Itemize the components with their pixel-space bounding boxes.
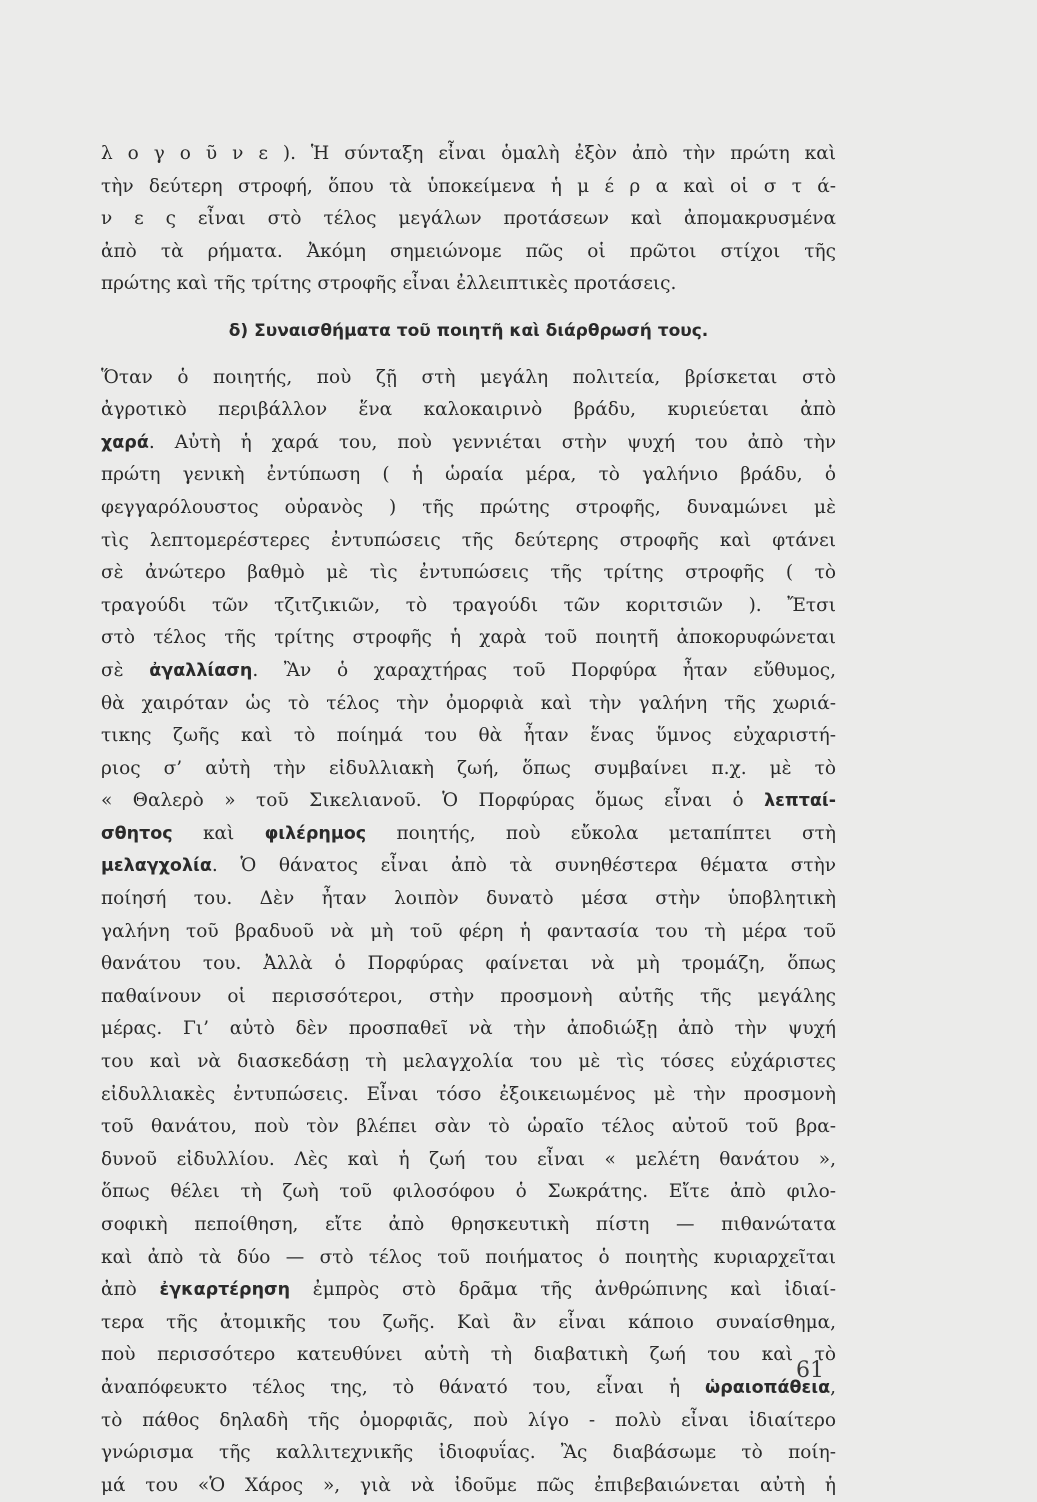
line-text: γαλήνη τοῦ βραδυοῦ νὰ μὴ τοῦ φέρη ἡ φαντασία του τὴ μέρα τοῦ (101, 920, 836, 942)
text-line (101, 1013, 836, 1046)
text-line (101, 1209, 836, 1242)
text-line (101, 948, 836, 981)
line-text: παθαίνουν οἱ περισσότεροι, στὴν προσμονὴ αὐτῆς τῆς μεγάλης (101, 985, 836, 1007)
line-text: ἀναπόφευκτο τέλος της, τὸ θάνατό του, εἶναι ἡ (101, 1376, 706, 1398)
line-text: θανάτου του. Ἀλλὰ ὁ Πορφύρας φαίνεται νὰ μὴ τρομάζη, ὅπως (101, 953, 836, 975)
text-line (101, 459, 836, 492)
text-line (101, 203, 836, 236)
text-line (101, 850, 836, 883)
emphasized-word: μελαγχολία (101, 856, 212, 877)
line-text: . Αὐτὴ ἡ χαρά του, ποὺ γεννιέται στὴν ψυχή του ἀπὸ τὴν (148, 431, 836, 453)
line-text: ριος σ’ αὐτὴ τὴν εἰδυλλιακὴ ζωή, ὅπως συμβαίνει π.χ. μὲ τὸ (101, 757, 836, 779)
line-text: σὲ (101, 659, 150, 681)
page-number: 61 (796, 1358, 824, 1383)
line-text: τὶς λεπτομερέστερες ἐντυπώσεις τῆς δεύτερης στροφῆς καὶ φτάνει (101, 529, 836, 551)
text-line (101, 1046, 836, 1079)
text-line (101, 688, 836, 721)
text-line (101, 981, 836, 1014)
text-line (101, 1307, 836, 1340)
line-text: « Θαλερὸ » τοῦ Σικελιανοῦ. Ὁ Πορφύρας ὅμως εἶναι ὁ (101, 790, 765, 812)
line-text: στὸ τέλος τῆς τρίτης στροφῆς ἡ χαρὰ τοῦ ποιητῆ ἀποκορυφώνεται (101, 627, 836, 649)
section-heading: δ) Συναισθήματα τοῦ ποιητῆ καὶ διάρθρωσή τους. (228, 320, 709, 341)
text-line (101, 655, 836, 688)
text-line (101, 1470, 836, 1502)
line-text: φεγγαρόλουστος οὐρανὸς ) τῆς πρώτης στροφῆς, δυναμώνει μὲ (101, 496, 836, 518)
emphasized-word: σθητος (101, 823, 173, 844)
emphasized-word: ἀγαλλίαση (149, 660, 253, 681)
line-text: του καὶ νὰ διασκεδάσῃ τὴ μελαγχολία του μὲ τὶς τόσες εὐχάριστες (101, 1051, 836, 1073)
text-line (101, 818, 836, 851)
line-text: λ ο γ ο ῦ ν ε ). Ἡ σύνταξη εἶναι ὁμαλὴ ἐξὸν ἀπὸ τὴν πρώτη καὶ (101, 143, 836, 164)
line-text: ἀπὸ τὰ ρήματα. Ἀκόμη σημειώνομε πῶς οἱ πρῶτοι στίχοι τῆς (101, 240, 836, 262)
line-text: μά του «Ὁ Χάρος », γιὰ νὰ ἰδοῦμε πῶς ἐπιβεβαιώνεται αὐτὴ ἡ (101, 1474, 836, 1496)
line-text: Ὅταν ὁ ποιητής, ποὺ ζῇ στὴ μεγάλη πολιτεία, βρίσκεται στὸ (101, 366, 836, 388)
emphasized-word: χαρά (101, 432, 149, 453)
line-text: ἐμπρὸς στὸ δρᾶμα τῆς ἀνθρώπινης καὶ ἰδιαί- (290, 1279, 837, 1301)
line-text: σὲ ἀνώτερο βαθμὸ μὲ τὶς ἐντυπώσεις τῆς τρίτης στροφῆς ( τὸ (101, 562, 836, 584)
line-text: τοῦ θανάτου, ποὺ τὸν βλέπει σὰν τὸ ὡραῖο τέλος αὐτοῦ τοῦ βρα- (101, 1116, 836, 1138)
text-line (101, 1372, 836, 1405)
text-line (101, 525, 836, 558)
opening-paragraph (101, 138, 836, 301)
text-line (101, 1339, 836, 1372)
line-text: τραγούδι τῶν τζιτζικιῶν, τὸ τραγούδι τῶν κοριτσιῶν ). Ἔτσι (101, 594, 836, 616)
line-text: . Ἂν ὁ χαραχτήρας τοῦ Πορφύρα ἦταν εὔθυμος, (252, 659, 837, 681)
line-text: εἰδυλλιακὲς ἐντυπώσεις. Εἶναι τόσο ἐξοικειωμένος μὲ τὴν προσμονὴ (101, 1083, 836, 1105)
text-line (101, 590, 836, 623)
text-line (101, 753, 836, 786)
text-line (101, 1437, 836, 1470)
line-text: γνώρισμα τῆς καλλιτεχνικῆς ἰδιοφυΐας. Ἂς διαβάσωμε τὸ ποίη- (101, 1442, 836, 1464)
line-text: ποιητής, ποὺ εὔκολα μεταπίπτει στὴ (366, 822, 836, 844)
line-text: τὸ πάθος δηλαδὴ τῆς ὀμορφιᾶς, ποὺ λίγο - πολὺ εἶναι ἰδιαίτερο (101, 1409, 836, 1431)
line-text: . Ὁ θάνατος εἶναι ἀπὸ τὰ συνηθέστερα θέματα στὴν (211, 855, 836, 877)
text-line (101, 138, 836, 171)
text-line (101, 1242, 836, 1275)
text-line (101, 622, 836, 655)
line-text: πρώτης καὶ τῆς τρίτης στροφῆς εἶναι ἐλλειπτικὲς προτάσεις. (101, 273, 677, 295)
text-line (101, 268, 836, 301)
text-line (101, 427, 836, 460)
text-line (101, 785, 836, 818)
text-line (101, 557, 836, 590)
text-line (101, 492, 836, 525)
text-line (101, 394, 836, 427)
line-text: δυνοῦ εἰδυλλίου. Λὲς καὶ ἡ ζωή του εἶναι « μελέτη θανάτου », (101, 1148, 836, 1170)
line-text: σοφικὴ πεποίθηση, εἴτε ἀπὸ θρησκευτικὴ πίστη — πιθανώτατα (101, 1214, 836, 1235)
text-line (101, 1405, 836, 1438)
text-line (101, 916, 836, 949)
text-line (101, 1111, 836, 1144)
text-line (101, 1079, 836, 1112)
line-text: ν ε ς εἶναι στὸ τέλος μεγάλων προτάσεων καὶ ἀπομακρυσμένα (101, 208, 836, 230)
text-line (101, 883, 836, 916)
main-paragraph (101, 362, 836, 1502)
text-line (101, 236, 836, 269)
body-text (101, 138, 836, 1502)
emphasized-word: ἐγκαρτέρηση (159, 1280, 291, 1301)
emphasized-word: λεπταί- (764, 791, 836, 812)
line-text: ἀγροτικὸ περιβάλλον ἕνα καλοκαιρινὸ βράδυ, κυριεύεται ἀπὸ (101, 399, 836, 421)
text-line (101, 171, 836, 204)
line-text: τικης ζωῆς καὶ τὸ ποίημά του θὰ ἦταν ἕνας ὕμνος εὐχαριστή- (101, 725, 836, 747)
line-text: ὅπως θέλει τὴ ζωὴ τοῦ φιλοσόφου ὁ Σωκράτης. Εἴτε ἀπὸ φιλο- (101, 1181, 836, 1203)
line-text: ποὺ περισσότερο κατευθύνει αὐτὴ τὴ διαβατικὴ ζωή του καὶ τὸ (101, 1344, 836, 1366)
line-text: καὶ (172, 822, 265, 844)
line-text: ποίησή του. Δὲν ἦταν λοιπὸν δυνατὸ μέσα στὴν ὑποβλητικὴ (101, 888, 836, 910)
line-text: ἀπὸ (101, 1279, 160, 1301)
line-text: μέρας. Γι’ αὐτὸ δὲν προσπαθεῖ νὰ τὴν ἀποδιώξῃ ἀπὸ τὴν ψυχή (101, 1018, 836, 1040)
text-line (101, 1144, 836, 1177)
emphasized-word: φιλέρημος (264, 823, 367, 844)
text-line (101, 720, 836, 753)
emphasized-word: ὡραιοπάθεια (705, 1377, 831, 1398)
line-text: τὴν δεύτερη στροφή, ὅπου τὰ ὑποκείμενα ἡ μ έ ρ α καὶ οἱ σ τ ά- (101, 175, 836, 197)
text-line (101, 1176, 836, 1209)
line-text: τερα τῆς ἀτομικῆς του ζωῆς. Καὶ ἂν εἶναι κάποιο συναίσθημα, (101, 1311, 836, 1333)
text-line (101, 362, 836, 395)
line-text: πρώτη γενικὴ ἐντύπωση ( ἡ ὡραία μέρα, τὸ γαλήνιο βράδυ, ὁ (101, 464, 836, 486)
line-text: καὶ ἀπὸ τὰ δύο — στὸ τέλος τοῦ ποιήματος ὁ ποιητὴς κυριαρχεῖται (101, 1246, 836, 1268)
line-text: , (830, 1376, 836, 1398)
text-line (101, 1274, 836, 1307)
line-text: θὰ χαιρόταν ὡς τὸ τέλος τὴν ὀμορφιὰ καὶ τὴν γαλήνη τῆς χωριά- (101, 692, 836, 714)
